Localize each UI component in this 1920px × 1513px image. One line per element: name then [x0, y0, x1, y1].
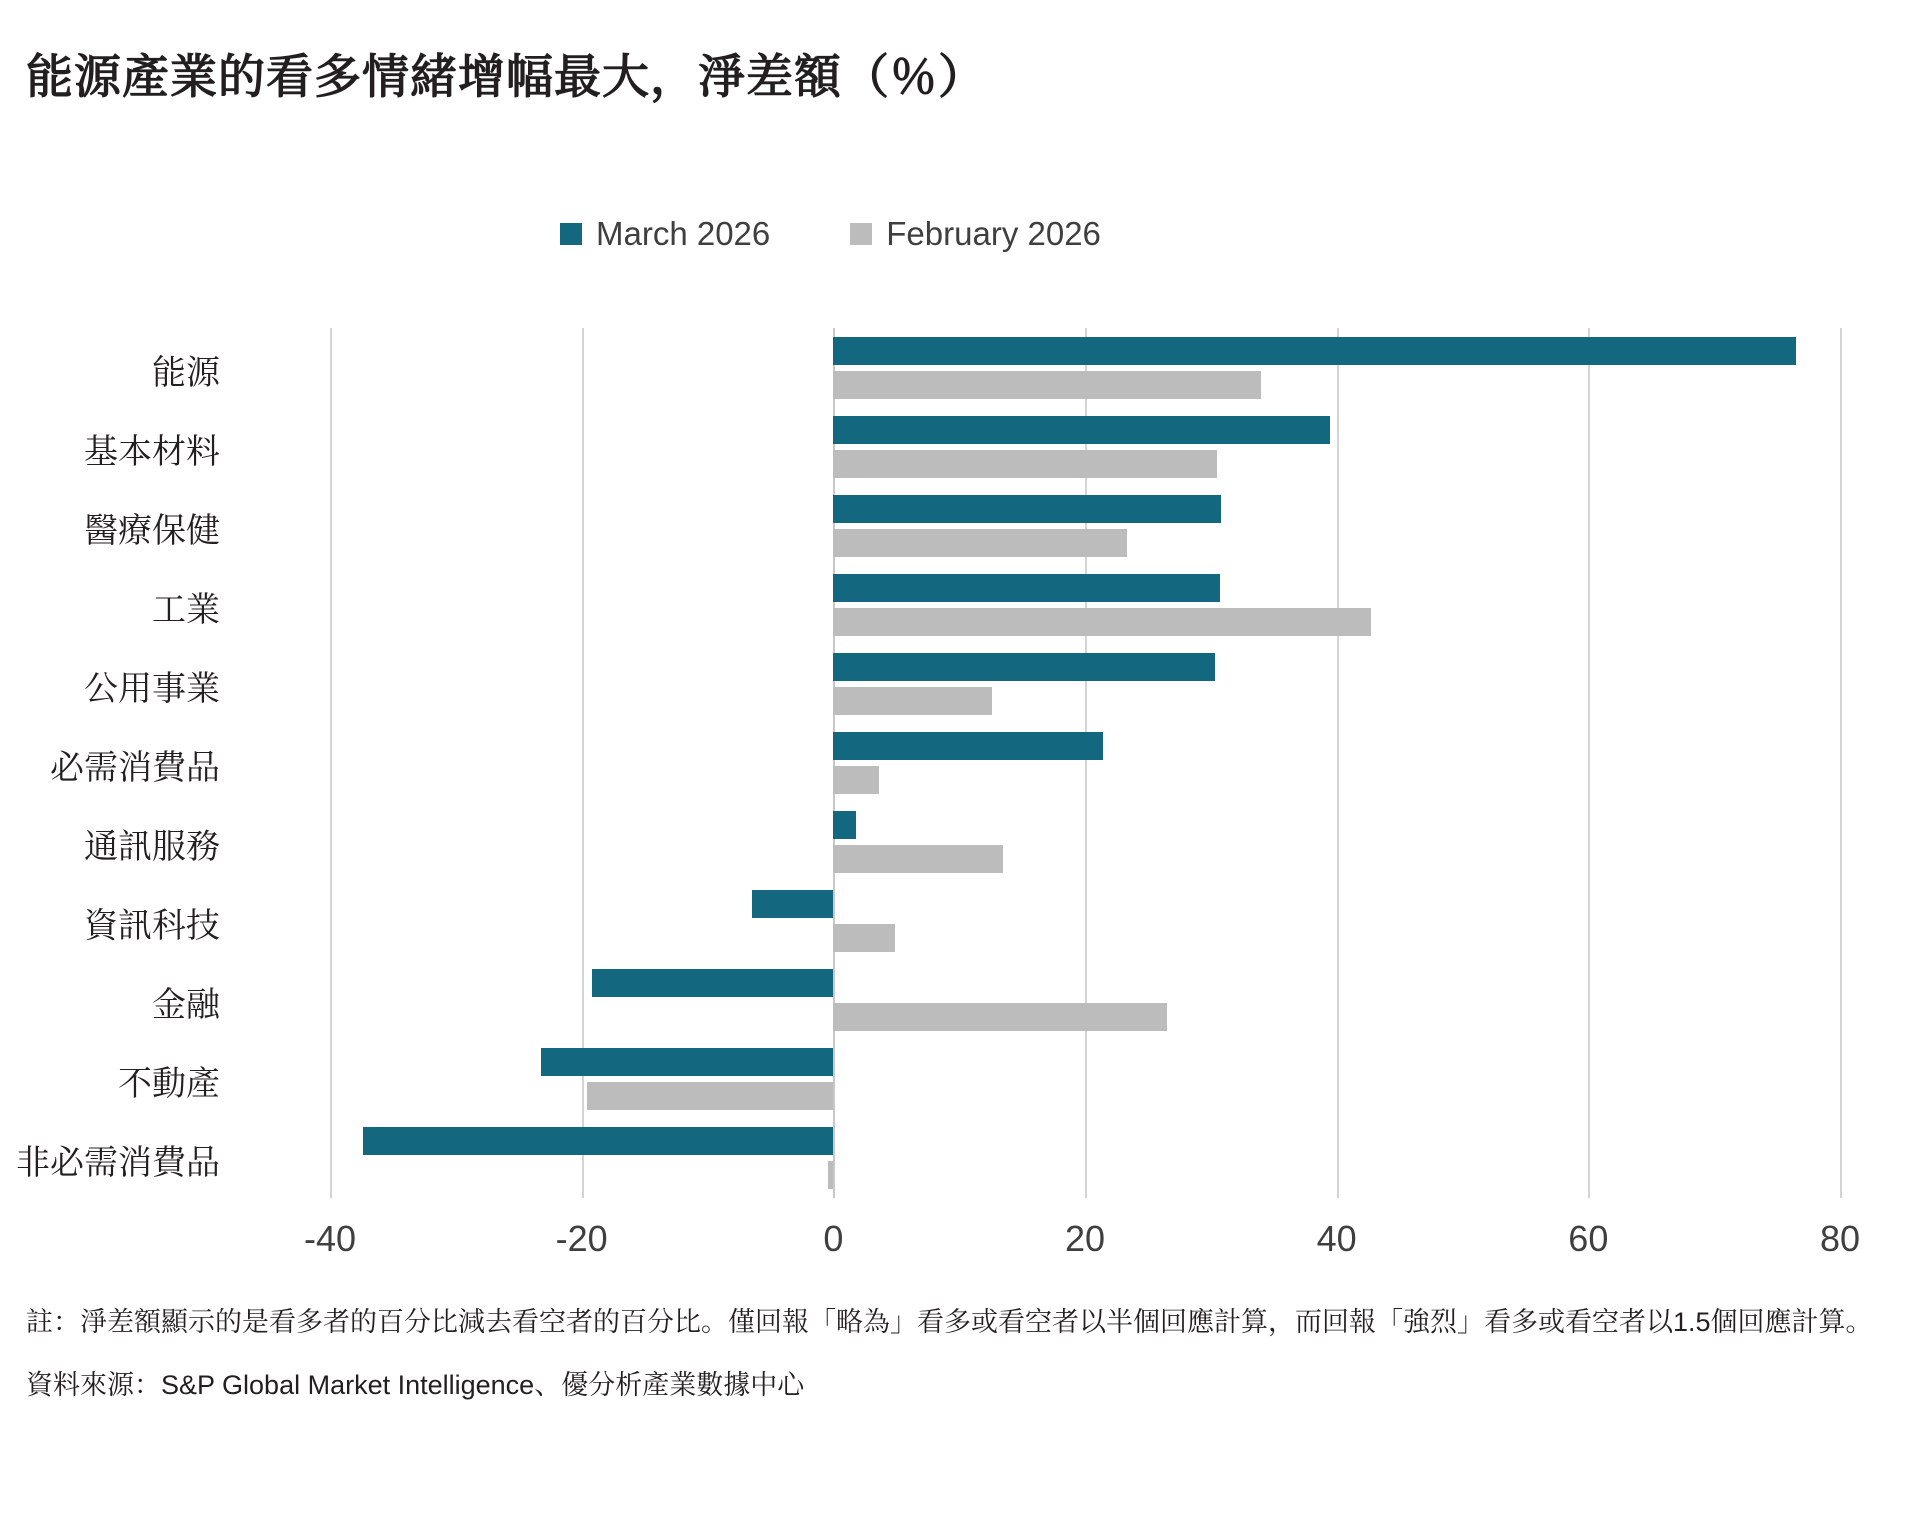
legend-label-february: February 2026 [886, 215, 1101, 252]
gridline--40 [330, 328, 332, 1198]
bar-chart [0, 300, 1920, 1259]
bar [833, 416, 1330, 444]
category-label: 資訊科技 [84, 907, 220, 946]
bar [833, 337, 1796, 365]
bar [833, 371, 1261, 399]
bar [833, 653, 1214, 681]
x-tick-label: -20 [555, 1218, 608, 1259]
x-tick-label: -40 [303, 1218, 357, 1259]
legend-swatch-february [850, 223, 872, 245]
legend-swatch-march [560, 223, 582, 245]
x-tick-label: 80 [1819, 1218, 1861, 1259]
bar [833, 766, 878, 794]
bar [587, 1082, 834, 1110]
bar [833, 608, 1370, 636]
category-label: 基本材料 [84, 432, 220, 471]
gridline-40 [1337, 328, 1339, 1198]
category-label: 金融 [152, 986, 220, 1025]
category-label: 能源 [152, 353, 220, 392]
x-tick-label: 60 [1568, 1218, 1609, 1259]
bar [833, 924, 895, 952]
category-label: 不動產 [118, 1065, 220, 1104]
legend-item-march [560, 215, 770, 253]
bar [833, 732, 1102, 760]
chart-legend [560, 215, 1101, 253]
note-text: 註：淨差額顯示的是看多者的百分比減去看空者的百分比。僅回報「略為」看多或看空者以半個回應計算，而回報「強烈」看多或看空者以1.5個回應計算。 [26, 1307, 1873, 1337]
gridline-80 [1840, 328, 1842, 1198]
x-tick-label: 40 [1316, 1218, 1357, 1259]
x-tick-label: 20 [1064, 1218, 1106, 1259]
category-label: 必需消費品 [50, 749, 220, 787]
bar [833, 811, 856, 839]
bar [363, 1127, 834, 1155]
bar [833, 495, 1221, 523]
category-label: 通訊服務 [84, 828, 220, 867]
bar [833, 687, 992, 715]
bar [541, 1048, 833, 1076]
bar [833, 529, 1126, 557]
bar [833, 845, 1003, 873]
bar [592, 969, 834, 997]
bar [833, 450, 1217, 478]
gridline-60 [1588, 328, 1590, 1198]
category-label: 工業 [152, 590, 220, 629]
source-text: 資料來源：S&P Global Market Intelligence、優分析產業數據中心 [26, 1369, 805, 1400]
category-label: 醫療保健 [84, 511, 220, 550]
category-label: 公用事業 [84, 669, 220, 708]
legend-label-march: March 2026 [596, 215, 771, 252]
x-tick-label: 0 [823, 1218, 844, 1259]
bar [833, 574, 1219, 602]
bar [833, 1003, 1166, 1031]
bar [752, 890, 834, 918]
footnotes [26, 1300, 1886, 1407]
bar [828, 1161, 833, 1189]
category-label: 非必需消費品 [16, 1144, 220, 1183]
page-title: 能源產業的看多情緒增幅最大，淨差額（％） [26, 50, 986, 103]
plot-area [16, 328, 1861, 1259]
legend-item-february [850, 215, 1101, 253]
